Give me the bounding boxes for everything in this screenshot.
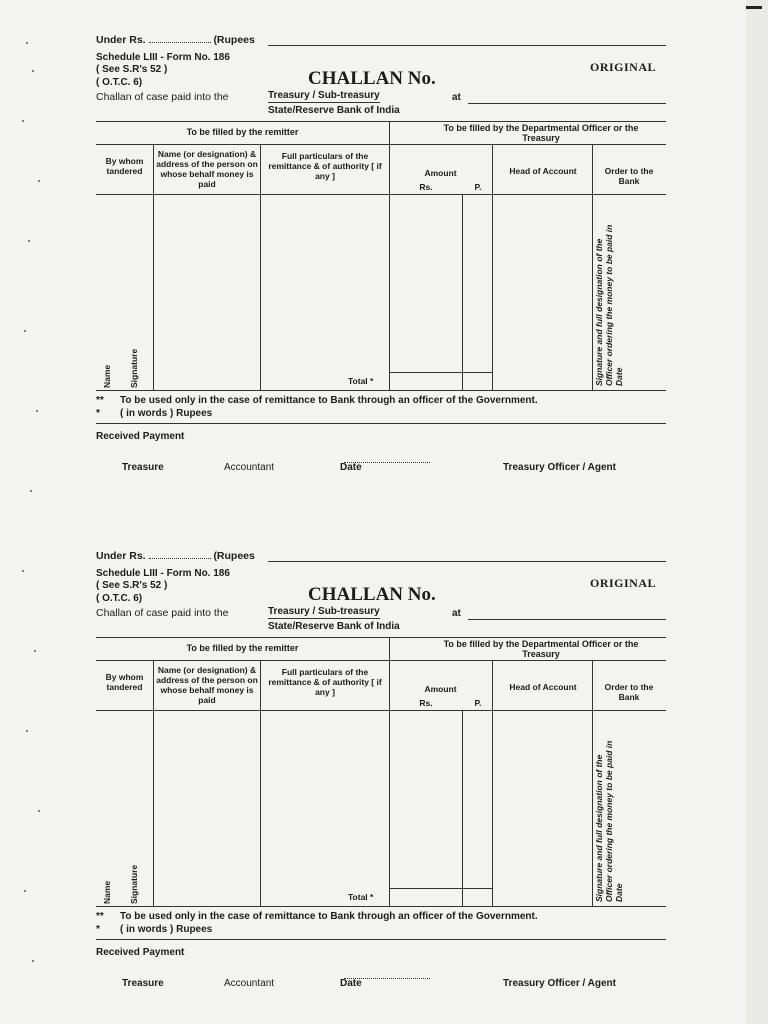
particulars-field[interactable] xyxy=(261,195,389,390)
amount-rs-field[interactable] xyxy=(390,711,462,888)
received-payment-label: Received Payment xyxy=(96,431,185,442)
officer-signature-block: Signature and full designation of the Officer ordering the money to be paid in Date xyxy=(594,224,624,386)
challan-title: CHALLAN No. xyxy=(308,584,436,605)
col-order-to-bank: Order to the Bank xyxy=(604,166,654,186)
under-rs-label: Under Rs. xyxy=(96,550,146,562)
signatories-row xyxy=(96,978,666,992)
name-label: Name xyxy=(102,880,112,904)
signature-label: Signature xyxy=(129,348,139,388)
schedule-label: Schedule LIII - Form No. 186 xyxy=(96,568,230,579)
treasury-label: Treasury / Sub-treasury xyxy=(268,90,380,101)
copy-label: ORIGINAL xyxy=(589,576,656,590)
see-rule-label: ( See S.R's 52 ) xyxy=(96,64,168,75)
treasure-label: Treasure xyxy=(122,978,164,989)
under-rs-label: Under Rs. xyxy=(96,34,146,46)
rupees-rule[interactable] xyxy=(268,45,666,46)
rupees-label: (Rupees xyxy=(213,34,255,46)
challan-title: CHALLAN No. xyxy=(308,68,436,89)
state-bank-label: State/Reserve Bank of India xyxy=(268,621,400,632)
under-rs-blank[interactable] xyxy=(149,42,211,43)
schedule-label: Schedule LIII - Form No. 186 xyxy=(96,52,230,63)
accountant-label: Accountant xyxy=(224,978,275,989)
col-p: P. xyxy=(474,182,482,192)
department-section-head: To be filled by the Departmental Officer or the Treasury xyxy=(443,123,639,143)
name-label: Name xyxy=(102,364,112,388)
govt-note xyxy=(96,395,538,406)
date-field[interactable] xyxy=(344,978,430,979)
col-order-to-bank: Order to the Bank xyxy=(604,682,654,702)
remitter-section-head: To be filled by the remitter xyxy=(186,643,299,653)
at-field[interactable] xyxy=(468,619,666,620)
amount-rs-field[interactable] xyxy=(390,195,462,372)
in-words-label: ( in words ) Rupees xyxy=(120,924,213,935)
otc-label: ( O.T.C. 6) xyxy=(96,77,143,88)
govt-note xyxy=(96,911,538,922)
challan-table xyxy=(96,638,666,908)
remitter-section-head: To be filled by the remitter xyxy=(186,127,299,137)
in-words-line xyxy=(96,924,212,935)
col-by-whom: By whom tandered xyxy=(105,156,144,176)
date-label: Date xyxy=(340,462,362,473)
paid-into-label: Challan of case paid into the xyxy=(96,91,229,103)
total-label: Total * xyxy=(348,892,374,902)
under-rs-blank[interactable] xyxy=(149,558,211,559)
note-mark: ** xyxy=(96,911,104,922)
col-amount: Amount xyxy=(424,684,457,694)
challan-form-1 xyxy=(96,30,666,500)
col-amount: Amount xyxy=(424,168,457,178)
treasury-officer-label: Treasury Officer / Agent xyxy=(503,462,616,473)
total-label: Total * xyxy=(348,376,374,386)
name-address-field[interactable] xyxy=(154,195,260,390)
edge-mark xyxy=(746,6,762,9)
col-particulars: Full particulars of the remittance & of authority [ if any ] xyxy=(268,151,382,181)
date-label: Date xyxy=(340,978,362,989)
head-of-account-field[interactable] xyxy=(493,711,592,906)
at-label: at xyxy=(452,92,461,103)
copy-label: ORIGINAL xyxy=(589,60,656,74)
col-rs: Rs. xyxy=(419,182,433,192)
see-rule-label: ( See S.R's 52 ) xyxy=(96,580,168,591)
name-address-field[interactable] xyxy=(154,711,260,906)
treasure-label: Treasure xyxy=(122,462,164,473)
challan-table xyxy=(96,122,666,392)
officer-signature-block: Signature and full designation of the Officer ordering the money to be paid in Date xyxy=(594,740,624,902)
rupees-label: (Rupees xyxy=(213,550,255,562)
head-of-account-field[interactable] xyxy=(493,195,592,390)
col-by-whom: By whom tandered xyxy=(105,672,144,692)
particulars-field[interactable] xyxy=(261,711,389,906)
in-words-line xyxy=(96,408,212,419)
col-p: P. xyxy=(474,698,482,708)
col-head-of-account: Head of Account xyxy=(509,682,577,692)
challan-form-2 xyxy=(96,546,666,1016)
note-text: To be used only in the case of remittance to Bank through an officer of the Government. xyxy=(120,911,538,922)
note-mark: ** xyxy=(96,395,104,406)
received-payment-label: Received Payment xyxy=(96,947,185,958)
col-rs: Rs. xyxy=(419,698,433,708)
in-words-field[interactable] xyxy=(96,939,666,940)
under-rs-line xyxy=(96,550,255,562)
col-name-address: Name (or designation) & address of the person on whose behalf money is paid xyxy=(156,665,258,705)
in-words-mark: * xyxy=(96,408,100,419)
treasury-officer-label: Treasury Officer / Agent xyxy=(503,978,616,989)
accountant-label: Accountant xyxy=(224,462,275,473)
state-bank-label: State/Reserve Bank of India xyxy=(268,105,400,116)
note-text: To be used only in the case of remittance to Bank through an officer of the Government. xyxy=(120,395,538,406)
signatories-row xyxy=(96,462,666,476)
in-words-label: ( in words ) Rupees xyxy=(120,408,213,419)
amount-p-field[interactable] xyxy=(463,711,492,888)
department-section-head: To be filled by the Departmental Officer or the Treasury xyxy=(443,639,639,659)
under-rs-line xyxy=(96,34,255,46)
date-field[interactable] xyxy=(344,462,430,463)
paid-into-label: Challan of case paid into the xyxy=(96,607,229,619)
in-words-field[interactable] xyxy=(96,423,666,424)
signature-label: Signature xyxy=(129,864,139,904)
col-head-of-account: Head of Account xyxy=(509,166,577,176)
otc-label: ( O.T.C. 6) xyxy=(96,593,143,604)
col-name-address: Name (or designation) & address of the person on whose behalf money is paid xyxy=(156,149,258,189)
page-edge xyxy=(746,0,768,1024)
scan-noise xyxy=(18,30,58,990)
in-words-mark: * xyxy=(96,924,100,935)
at-field[interactable] xyxy=(468,103,666,104)
col-particulars: Full particulars of the remittance & of authority [ if any ] xyxy=(268,667,382,697)
treasury-label: Treasury / Sub-treasury xyxy=(268,606,380,617)
amount-p-field[interactable] xyxy=(463,195,492,372)
at-label: at xyxy=(452,608,461,619)
rupees-rule[interactable] xyxy=(268,561,666,562)
